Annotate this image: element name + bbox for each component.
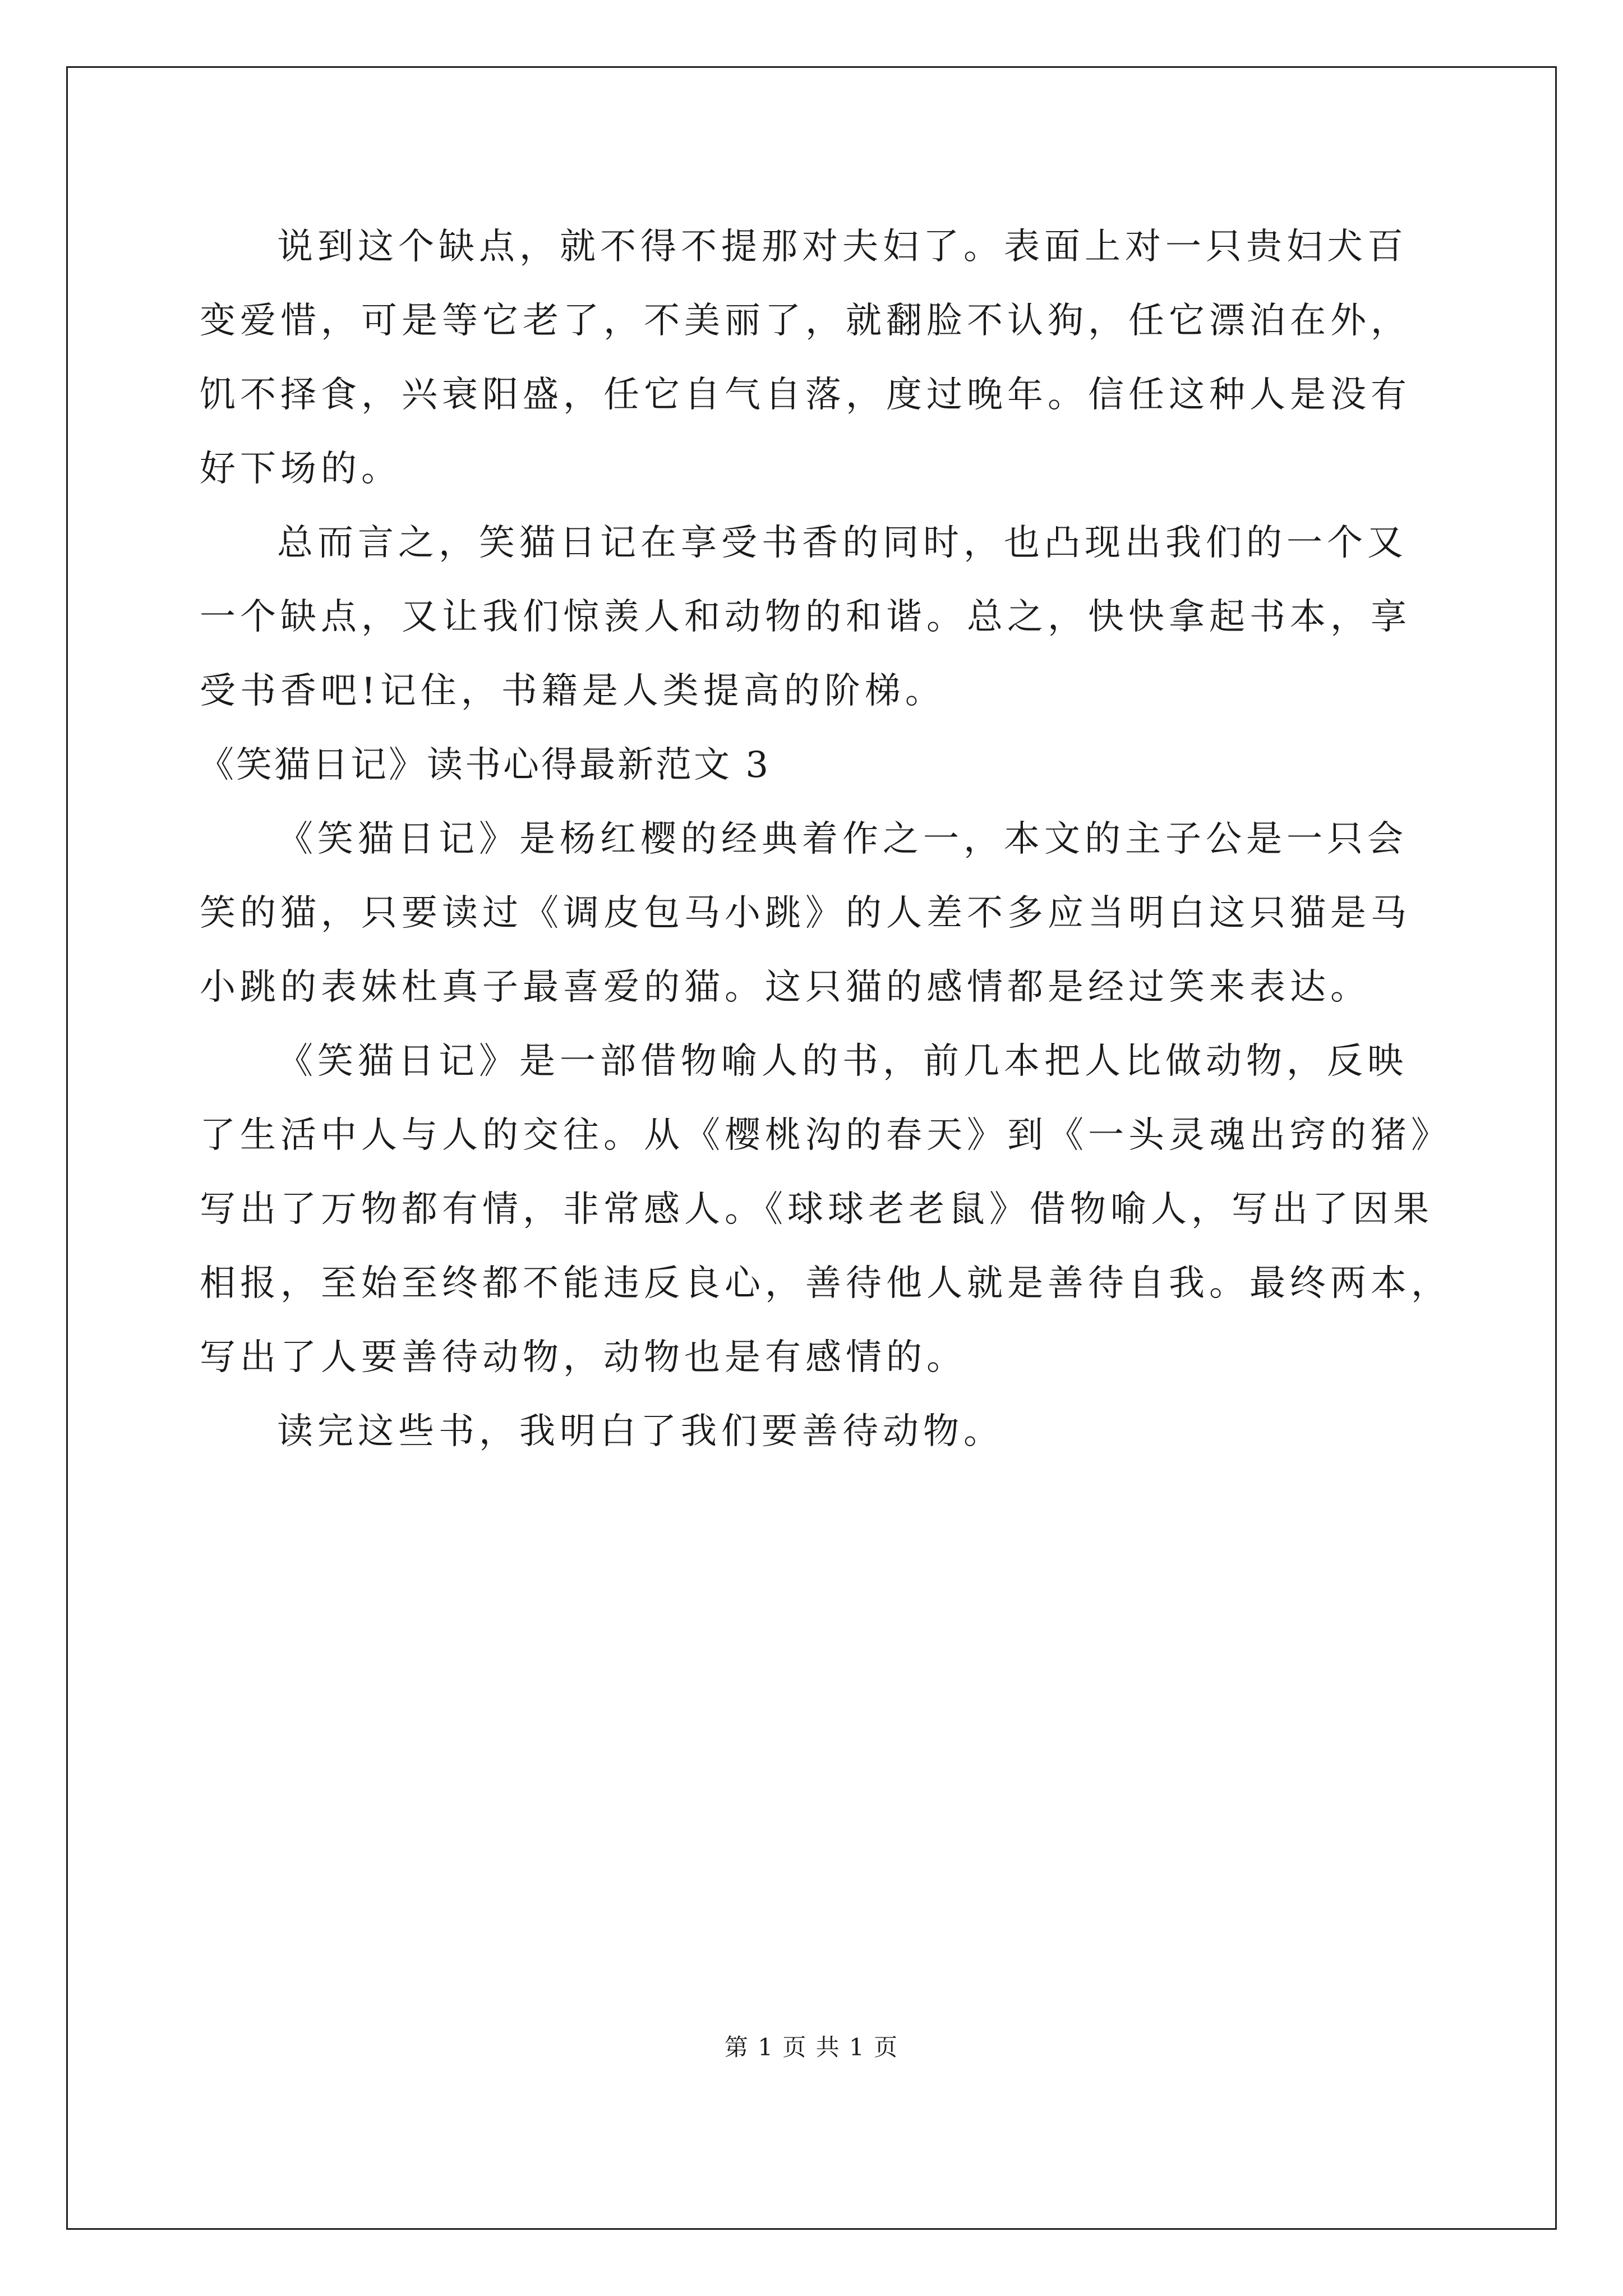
page-number-footer: 第 1 页 共 1 页 bbox=[724, 2033, 899, 2061]
paragraph: 说到这个缺点，就不得不提那对夫妇了。表面上对一只贵妇犬百 变爱惜，可是等它老了，不美丽了，就翻脸不认狗，任它漂泊在外， 饥不择食，兴衰阳盛，任它自气自落，度过晚年。信任这种人是没有 好下场的。 bbox=[200, 226, 1411, 490]
paragraph: 总而言之，笑猫日记在享受书香的同时，也凸现出我们的一个又 一个缺点，又让我们惊羡人和动物的和谐。总之，快快拿起书本，享 受书香吧!记住，书籍是人类提高的阶梯。 bbox=[200, 522, 1411, 712]
paragraph: 《笑猫日记》是杨红樱的经典着作之一，本文的主子公是一只会 笑的猫，只要读过《调皮包马小跳》的人差不多应当明白这只猫是马 小跳的表妹杜真子最喜爱的猫。这只猫的感情都是经过笑来表达。 bbox=[200, 818, 1411, 1008]
section-heading: 《笑猫日记》读书心得最新范文 3 bbox=[198, 744, 771, 786]
paragraph: 读完这些书，我明白了我们要善待动物。 bbox=[277, 1411, 1004, 1452]
document-body bbox=[200, 210, 1473, 1469]
paragraph: 《笑猫日记》是一部借物喻人的书，前几本把人比做动物，反映 了生活中人与人的交往。从《樱桃沟的春天》到《一头灵魂出窍的猪》 写出了万物都有情，非常感人。《球球老老鼠》借物喻人，写出了因果 相报，至始至终都不能违反良心，善待他人就是善待自我。最终两本， 写出了人要善待动物，动物也是有感情的。 bbox=[200, 1041, 1451, 1378]
